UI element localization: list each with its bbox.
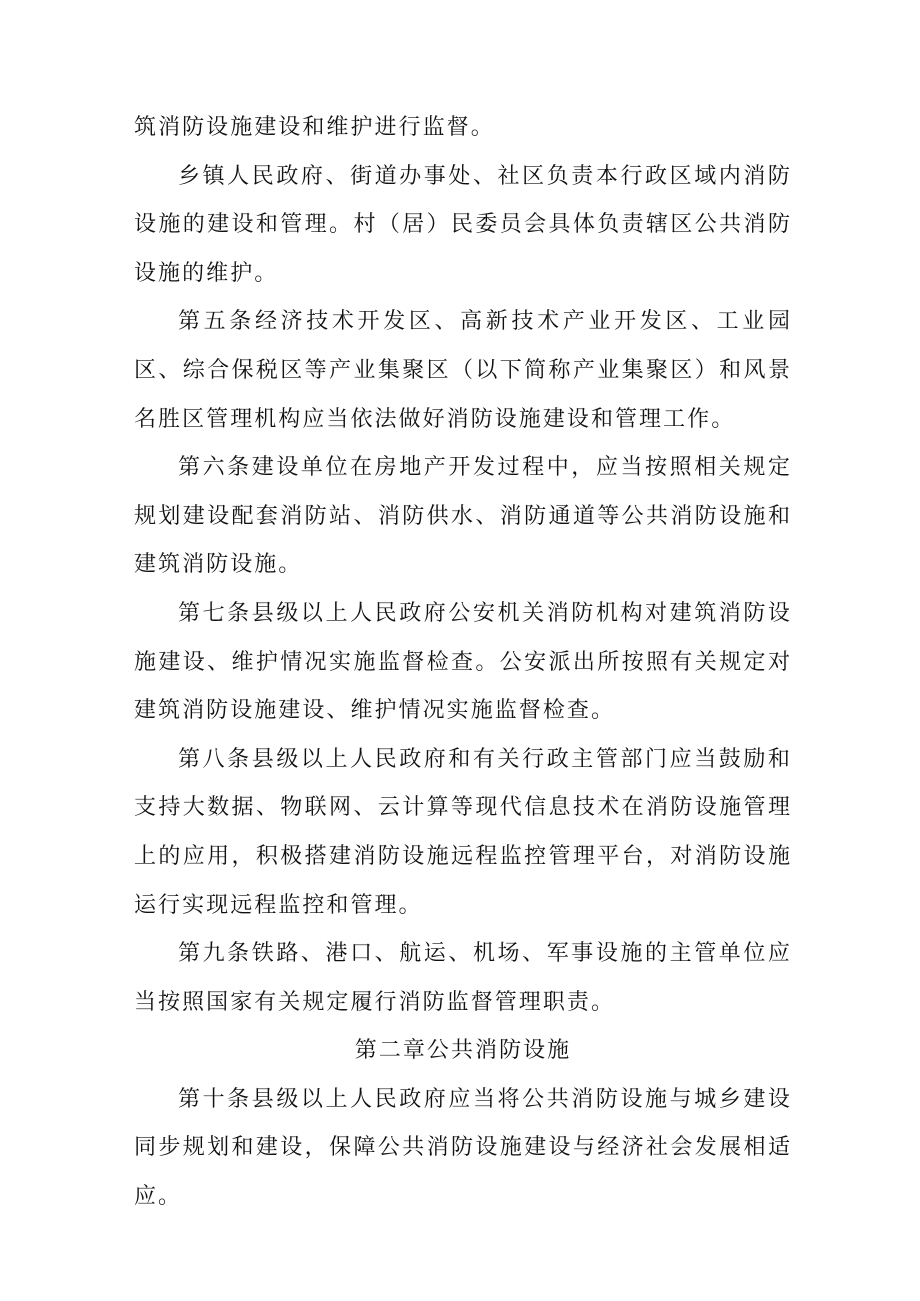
article-5: 第五条经济技术开发区、高新技术产业开发区、工业园区、综合保税区等产业集聚区（以下简称产业集聚区）和风景名胜区管理机构应当依法做好消防设施建设和管理工作。: [134, 309, 792, 432]
article-7: 第七条县级以上人民政府公安机关消防机构对建筑消防设施建设、维护情况实施监督检查。公安派出所按照有关规定对建筑消防设施建设、维护情况实施监督检查。: [134, 600, 792, 724]
article-8: 第八条县级以上人民政府和有关行政主管部门应当鼓励和支持大数据、物联网、云计算等现代信息技术在消防设施管理上的应用，积极搭建消防设施远程监控管理平台，对消防设施运行实现远程监控和管理。: [134, 746, 792, 918]
article-10: 第十条县级以上人民政府应当将公共消防设施与城乡建设同步规划和建设，保障公共消防设施建设与经济社会发展相适应。: [134, 1086, 792, 1210]
paragraph-township-duties: 乡镇人民政府、街道办事处、社区负责本行政区域内消防设施的建设和管理。村（居）民委员会具体负责辖区公共消防设施的维护。: [134, 163, 792, 286]
article-6: 第六条建设单位在房地产开发过程中，应当按照相关规定规划建设配套消防站、消防供水、消防通道等公共消防设施和建筑消防设施。: [134, 455, 792, 578]
article-9: 第九条铁路、港口、航运、机场、军事设施的主管单位应当按照国家有关规定履行消防监督管理职责。: [134, 941, 792, 1015]
document-page: [134, 104, 792, 1222]
paragraph-continuation: 筑消防设施建设和维护进行监督。: [134, 115, 495, 140]
chapter-heading: 第二章公共消防设施: [354, 1038, 572, 1064]
